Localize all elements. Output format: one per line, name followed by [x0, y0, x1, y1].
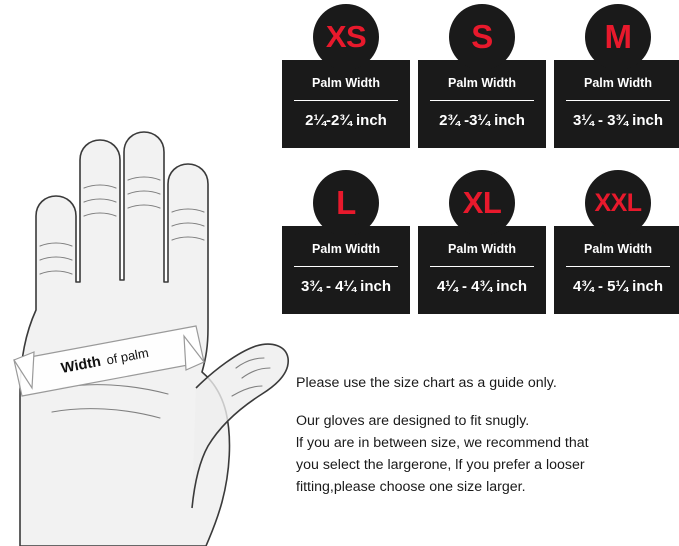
- size-card-l: [282, 170, 410, 318]
- size-details-xxl: [554, 226, 679, 314]
- size-badge-xxl: XXL: [585, 170, 651, 236]
- divider: [294, 266, 398, 267]
- palm-width-value: 3¼ - 3¾ inch: [572, 112, 664, 129]
- divider: [566, 100, 670, 101]
- size-card-xxl: [554, 170, 679, 318]
- size-badge-xl: XL: [449, 170, 515, 236]
- size-chart: [282, 4, 674, 314]
- size-details-xs: [282, 60, 410, 148]
- size-row: [282, 4, 674, 152]
- size-card-m: [554, 4, 679, 152]
- palm-width-label: Palm Width: [448, 76, 516, 90]
- note-line-4: fitting,please choose one size larger.: [296, 479, 526, 495]
- size-card-xs: [282, 4, 410, 152]
- palm-width-label: Palm Width: [312, 76, 380, 90]
- palm-width-caption-bold: Width: [59, 353, 103, 377]
- size-row: [282, 170, 674, 318]
- size-card-s: [418, 4, 546, 152]
- palm-width-label: Palm Width: [312, 242, 380, 256]
- divider: [430, 266, 534, 267]
- size-badge-l: L: [313, 170, 379, 236]
- note-line-2: lf you are in between size, we recommend that: [296, 435, 589, 451]
- size-details-s: [418, 60, 546, 148]
- size-details-m: [554, 60, 679, 148]
- palm-width-label: Palm Width: [448, 242, 516, 256]
- hand-diagram: [0, 96, 300, 546]
- size-details-l: [282, 226, 410, 314]
- palm-width-label: Palm Width: [584, 242, 652, 256]
- palm-width-value: 2¾ -3¼ inch: [439, 112, 525, 129]
- palm-width-value: 2¼-2¾ inch: [305, 112, 387, 129]
- palm-width-value: 4¾ - 5¼ inch: [572, 278, 664, 295]
- palm-width-caption-rest: of palm: [105, 345, 150, 368]
- size-badge-xs: XS: [313, 4, 379, 70]
- size-details-xl: [418, 226, 546, 314]
- divider: [430, 100, 534, 101]
- size-card-xl: [418, 170, 546, 318]
- note-line-3: you select the largerone, lf you prefer a looser: [296, 457, 585, 473]
- divider: [566, 266, 670, 267]
- size-badge-s: S: [449, 4, 515, 70]
- palm-width-value: 4¼ - 4¾ inch: [436, 278, 528, 295]
- note-guide-only: Please use the size chart as a guide only.: [296, 375, 557, 391]
- note-line-1: Our gloves are designed to fit snugly.: [296, 413, 530, 429]
- divider: [294, 100, 398, 101]
- sizing-notes: [296, 372, 676, 498]
- note-fit-advice: [296, 410, 676, 498]
- palm-width-value: 3¾ - 4¼ inch: [300, 278, 392, 295]
- palm-width-label: Palm Width: [584, 76, 652, 90]
- size-badge-m: M: [585, 4, 651, 70]
